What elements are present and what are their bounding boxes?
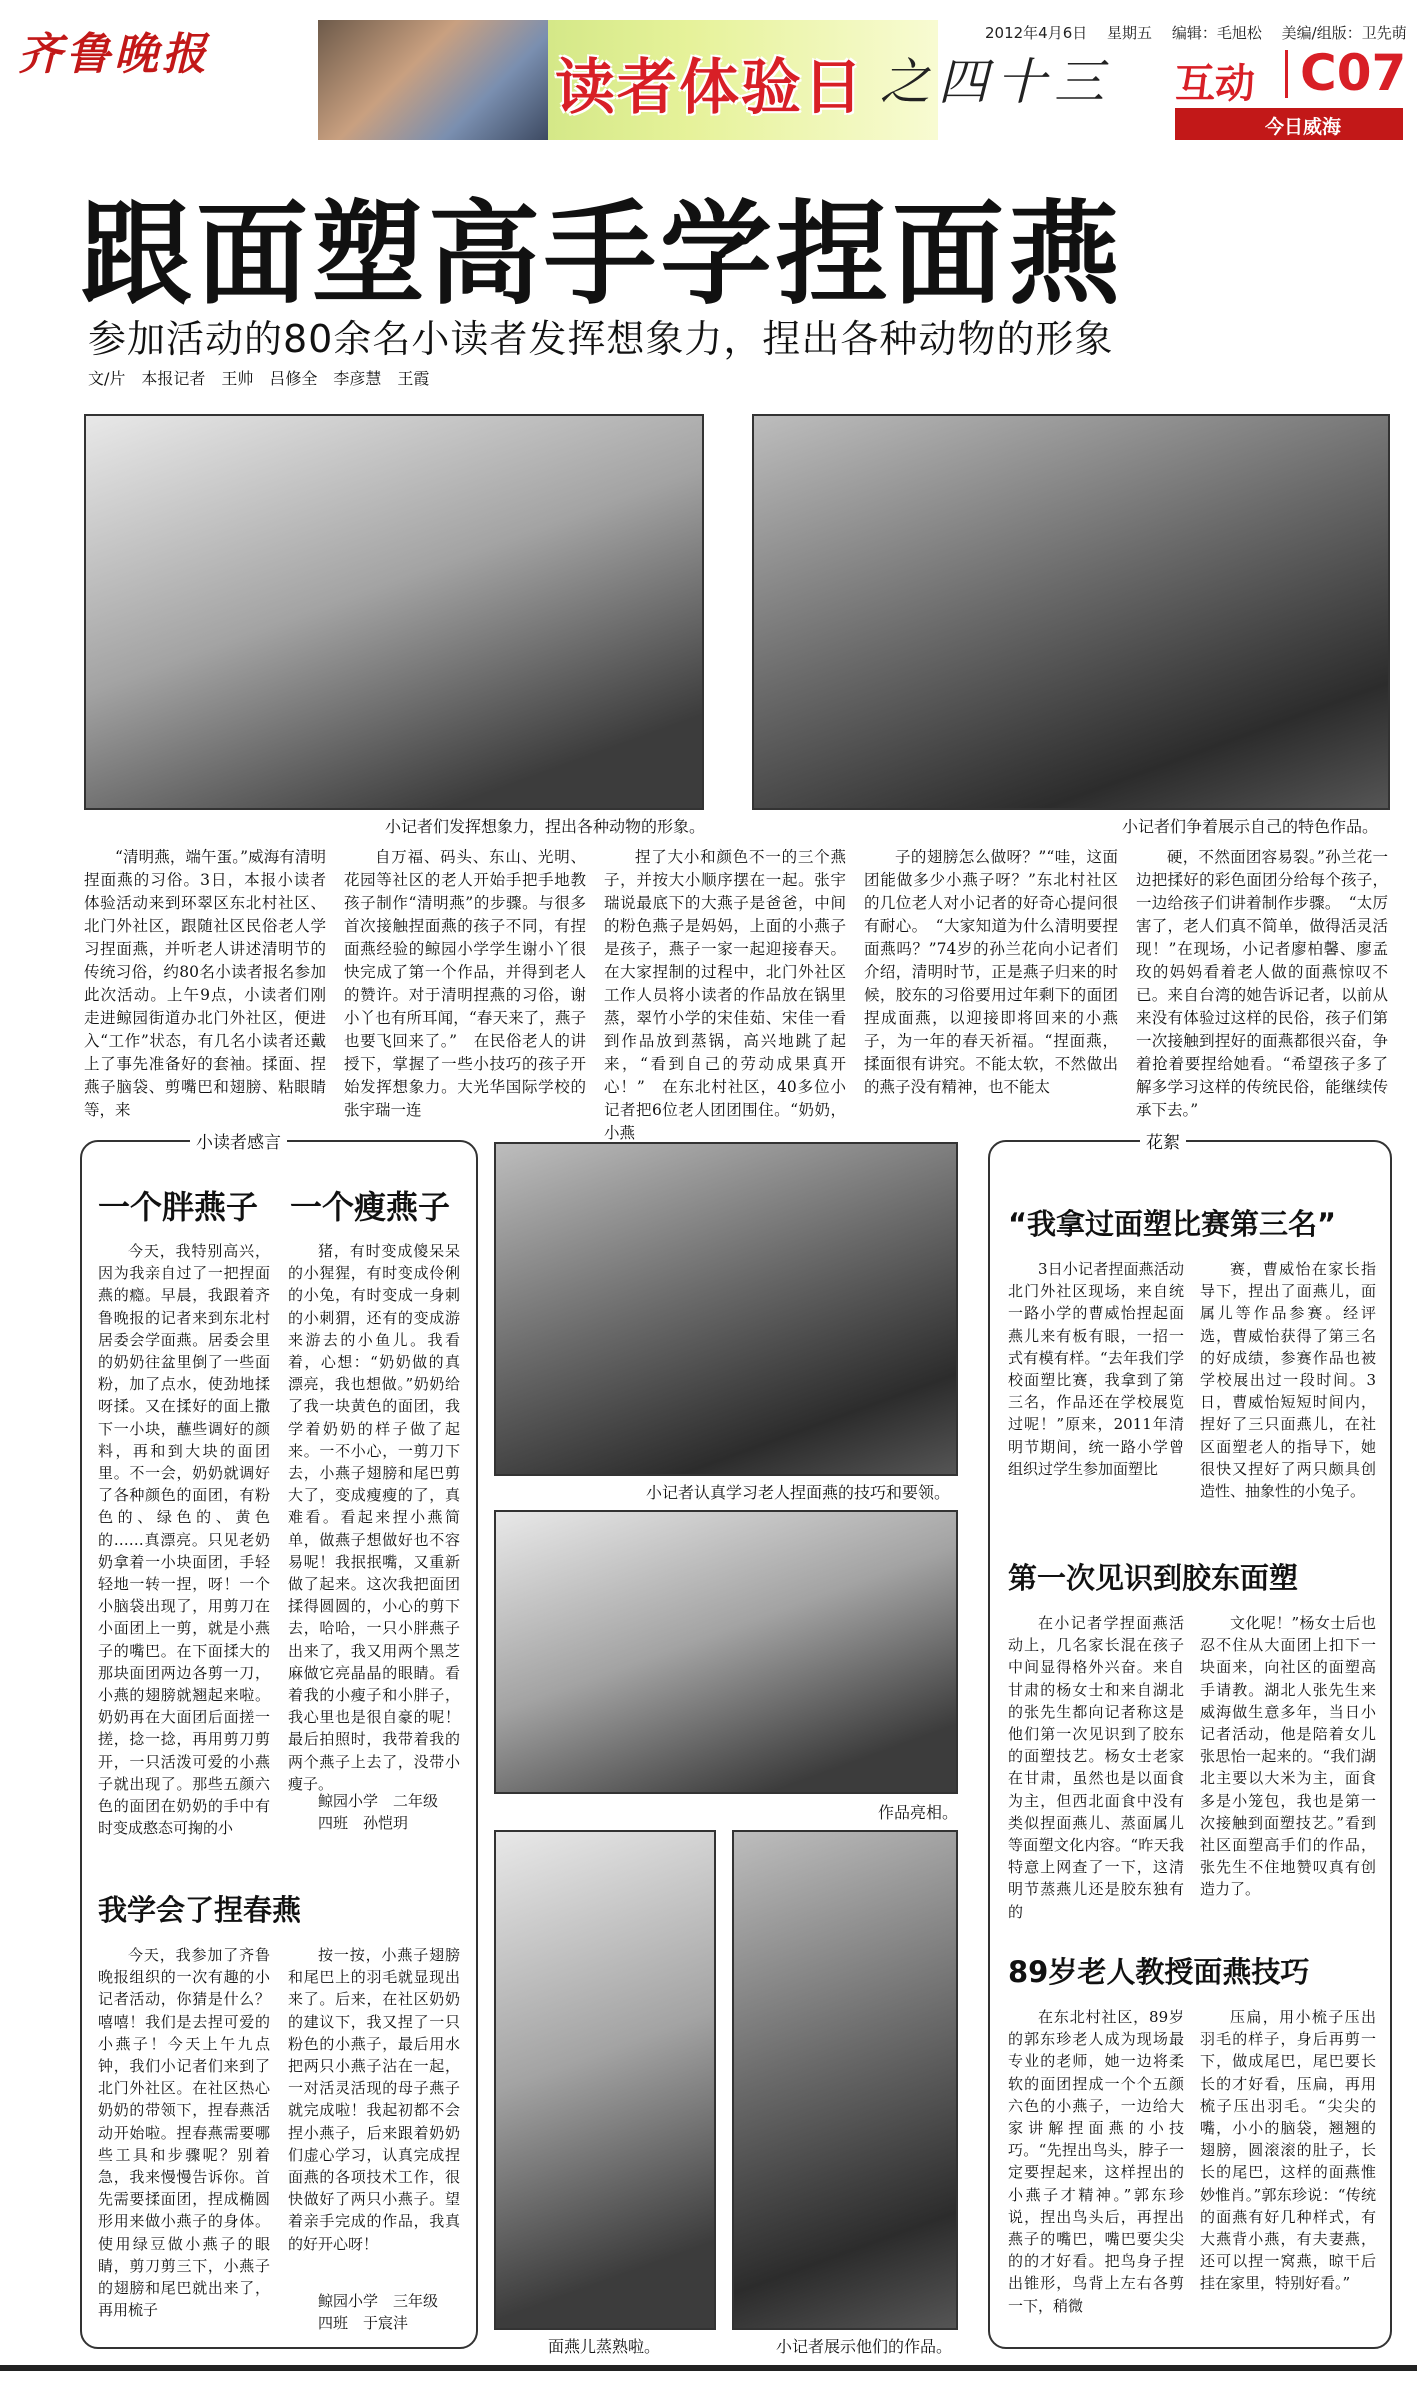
masthead: 齐鲁晚报 — [18, 29, 210, 80]
photo-caption: 小记者们发挥想象力，捏出各种动物的形象。 — [385, 817, 706, 836]
story-column: 3日小记者捏面燕活动北门外社区现场，来自统一路小学的曹威怡捏起面燕儿来有板有眼，一招一式有模有样。“去年我们学校面塑比赛，我拿到了第三名，作品还在学校展览过呢！”原来，2011年清明节期间，统一路小学曾组织过学生参加面塑比 — [1008, 1260, 1184, 1478]
readers-tag: 小读者感言 — [190, 1128, 287, 1153]
banner-issue-number: 之四十三 — [880, 53, 1112, 111]
photo-caption: 小记者展示他们的作品。 — [776, 2337, 953, 2356]
story-column: 压扁，用小梳子压出羽毛的样子，身后再剪一下，做成尾巴，尾巴要长长的才好看，压扁，再用梳子压出羽毛。“尖尖的嘴，小小的脑袋，翘翘的翅膀，圆滚滚的肚子，长长的尾巴，这样的面燕惟妙惟肖。”郭东珍说：“传统的面燕有好几种样式，有大燕背小燕，有夫妻燕，还可以捏一窝燕，晾干后挂在家里，特别好看。” — [1200, 2008, 1376, 2293]
story-title: 89岁老人教授面燕技巧 — [1008, 1955, 1310, 1989]
dateline — [985, 22, 1407, 43]
editor: 编辑：毛旭松 — [1171, 24, 1262, 42]
story-column: 在小记者学捏面燕活动上，几名家长混在孩子中间显得格外兴奋。来自甘肃的杨女士和来自湖北的张先生都向记者称这是他们第一次见识到了胶东的面塑技艺。杨女士老家在甘肃，虽然也是以面食为主，但西北面食中没有类似捏面燕儿、蒸面属儿等面塑文化内容。“昨天我特意上网查了一下，这清明节蒸燕儿还是胶东独有的 — [1008, 1614, 1184, 1921]
subheadline: 参加活动的80余名小读者发挥想象力，捏出各种动物的形象 — [88, 317, 1114, 361]
article-column: 捏了大小和颜色不一的三个燕子，并按大小顺序摆在一起。张宇瑞说最底下的大燕子是爸爸，中间的粉色燕子是妈妈，上面的小燕子是孩子，燕子一家一起迎接春天。在大家捏制的过程中，北门外社区工作人员将小读者的作品放在锅里蒸，翠竹小学的宋佳茹、宋佳一看到作品放到蒸锅，高兴地跳了起来，“看到自己的劳动成果真开心！” 在东北村社区，40多位小记者把6位老人团团围住。“奶奶，小燕 — [604, 848, 846, 1142]
story-column: 在东北村社区，89岁的郭东珍老人成为现场最专业的老师，她一边将柔软的面团捏成一个个五颜六色的小燕子，一边给大家讲解捏面燕的小技巧。“先捏出鸟头，脖子一定要捏起来，这样捏出的小燕子才精神。”郭东珍说，捏出鸟头后，再捏出燕子的嘴巴，嘴巴要尖尖的的才好看。把鸟身子捏出锥形，鸟背上左右各剪一下，稍微 — [1008, 2008, 1184, 2315]
photo-caption: 面燕儿蒸熟啦。 — [548, 2337, 661, 2356]
story-column: 赛，曹威怡在家长指导下，捏出了面燕儿，面属儿等作品参赛。经评选，曹威怡获得了第三名的好成绩，参赛作品也被学校展出过一段时间。3日，曹威怡短短时间内，捏好了三只面燕儿，在社区面塑老人的指导下，她很快又捏好了两只颇具创造性、抽象性的小兔子。 — [1200, 1260, 1376, 1501]
article-column: 子的翅膀怎么做呀？”“哇，这面团能做多少小燕子呀？”东北村社区的几位老人对小记者的好奇心提问很有耐心。 “大家知道为什么清明要捏面燕吗？”74岁的孙兰花向小记者们介绍，清明时节，正是燕子归来的时候，胶东的习俗要用过年剩下的面团捏成面燕，以迎接即将回来的小燕子，为一年的春天祈福。“捏面燕，揉面很有讲究。不能太软，不然做出的燕子没有精神，也不能太 — [864, 848, 1118, 1096]
article-column: “清明燕，端午蛋。”威海有清明捏面燕的习俗。3日，本报小读者体验活动来到环翠区东北村社区、北门外社区，跟随社区民俗老人学习捏面燕，并听老人讲述清明节的传统习俗，约80名小读者报名参加此次活动。上午9点，小读者们刚走进鲸园街道办北门外社区，便进入“工作”状态，有几名小读者还戴上了事先准备好的套袖。揉面、捏燕子脑袋、剪嘴巴和翅膀、粘眼睛等，来 — [84, 848, 326, 1119]
article-column: 自万福、码头、东山、光明、花园等社区的老人开始手把手地教孩子制作“清明燕”的步骤。与很多首次接触捏面燕的孩子不同，有捏面燕经验的鲸园小学学生谢小丫很快完成了第一个作品，并得到老人的赞许。对于清明捏燕的习俗，谢小丫也有所耳闻，“春天来了，燕子也要飞回来了。” 在民俗老人的讲授下，掌握了一些小技巧的孩子开始发挥想象力。大光华国际学校的张宇瑞一连 — [344, 848, 586, 1119]
weekday: 星期五 — [1107, 24, 1153, 42]
local-edition-label: 今日威海 — [1265, 116, 1342, 138]
story-title: 一个胖燕子 — [98, 1188, 259, 1226]
banner-title: 读者体验日 — [555, 53, 865, 123]
author-signature: 鲸园小学 三年级 四班 于宸沣 — [318, 2292, 439, 2332]
story-title: 我学会了捏春燕 — [98, 1893, 302, 1927]
page-number: C07 — [1300, 44, 1407, 102]
sidelights-tag: 花絮 — [1140, 1128, 1186, 1153]
photo-caption: 作品亮相。 — [878, 1803, 959, 1822]
section-label: 互动 — [1175, 61, 1255, 107]
photo-old-lady-teaching — [494, 1142, 958, 1476]
byline: 文/片 本报记者 王帅 吕修全 李彦慧 王霞 — [88, 369, 430, 388]
photo-caption: 小记者们争着展示自己的特色作品。 — [1122, 817, 1379, 836]
designer: 美编/组版：卫先萌 — [1281, 24, 1407, 42]
photo-children-group — [84, 414, 704, 810]
story-column: 今天，我参加了齐鲁晚报组织的一次有趣的小记者活动，你猜是什么？嘻嘻！我们是去捏可爱的小燕子！今天上午九点钟，我们小记者们来到了北门外社区。在社区热心奶奶的带领下，捏春燕活动开始啦。捏春燕需要哪些工具和步骤呢？别着急，我来慢慢告诉你。首先需要揉面团，捏成椭圆形用来做小燕子的身体。使用绿豆做小燕子的眼睛，剪刀剪三下，小燕子的翅膀和尾巴就出来了，再用梳子 — [98, 1946, 270, 2320]
story-title: 一个瘦燕子 — [290, 1188, 451, 1226]
author-signature: 鲸园小学 二年级 四班 孙恺玥 — [318, 1792, 439, 1832]
bottom-rule — [0, 2365, 1417, 2371]
story-column: 猪，有时变成傻呆呆的小猩猩，有时变成伶俐的小兔，有时变成一身刺的小刺猬，还有的变成游来游去的小鱼儿。我看着，心想：“奶奶做的真漂亮，我也想做。”奶奶给了我一块黄色的面团，我学着奶奶的样子做了起来。一不小心，一剪刀下去，小燕子翅膀和尾巴剪大了，变成瘦瘦的了，真难看。看起来捏小燕简单，做燕子想做好也不容易呢！我抿抿嘴，又重新做了起来。这次我把面团揉得圆圆的，小心的剪下去，哈哈，一只小胖燕子出来了，我又用两个黑芝麻做它亮晶晶的眼睛。看着我的小瘦子和小胖子，我心里也是很自豪的呢！最后拍照时，我带着我的两个燕子上去了，没带小瘦子。 — [288, 1242, 460, 1793]
photo-caption: 小记者认真学习老人捏面燕的技巧和要领。 — [646, 1483, 951, 1502]
article-column: 硬，不然面团容易裂。”孙兰花一边把揉好的彩色面团分给每个孩子，一边给孩子们讲着制作步骤。 “太厉害了，老人们真不简单，做得活灵活现！”在现场，小记者廖柏馨、廖孟玫的妈妈看着老人做的面燕惊叹不已。来自台湾的她告诉记者，以前从来没有体验过这样的民俗，孩子们第一次接触到捏好的面燕都很兴奋，争着抢着要捏给她看。“希望孩子多了解多学习这样的传统民俗，能继续传承下去。” — [1136, 848, 1388, 1119]
story-column: 今天，我特别高兴，因为我亲自过了一把捏面燕的瘾。早晨，我跟着齐鲁晚报的记者来到东北村居委会学面燕。居委会里的奶奶往盆里倒了一些面粉，加了点水，使劲地揉呀揉。又在揉好的面上撒下一小块，蘸些调好的颜料，再和到大块的面团里。不一会，奶奶就调好了各种颜色的面团，有粉色的、绿色的、黄色的……真漂亮。只见老奶奶拿着一小块面团，手轻轻地一转一捏，呀！一个小脑袋出现了，用剪刀在小面团上一剪，就是小燕子的嘴巴。在下面揉大的那块面团两边各剪一刀，小燕的翅膀就翘起来啦。奶奶再在大面团后面搓一搓，捻一捻，再用剪刀剪开，一只活泼可爱的小燕子就出现了。那些五颜六色的面团在奶奶的手中有时变成憨态可掬的小 — [98, 1242, 270, 1838]
section-divider — [1285, 50, 1288, 98]
photo-steamed-buns — [494, 1830, 716, 2330]
story-column: 文化呢！”杨女士后也忍不住从大面团上扣下一块面来，向社区的面塑高手请教。湖北人张先生来威海做生意多年，当日小记者活动，他是陪着女儿张思怡一起来的。“我们湖北主要以大米为主，面食多是小笼包，我也是第一次接触到面塑技艺。”看到社区面塑高手们的作品，张先生不住地赞叹真有创造力了。 — [1200, 1614, 1376, 1899]
story-title: “我拿过面塑比赛第三名” — [1008, 1207, 1337, 1241]
story-column: 按一按，小燕子翅膀和尾巴上的羽毛就显现出来了。后来，在社区奶奶的建议下，我又捏了一只粉色的小燕子，最后用水把两只小燕子沾在一起，一对活灵活现的母子燕子就完成啦！我起初都不会捏小燕子，后来跟着奶奶们虚心学习，认真完成捏面燕的各项技术工作，很快做好了两只小燕子。望着亲手完成的作品，我真的好开心呀！ — [288, 1946, 460, 2253]
photo-works — [494, 1510, 958, 1794]
photo-girl-showing — [732, 1830, 958, 2330]
headline: 跟面塑高手学捏面燕 — [80, 190, 1124, 320]
photo-children-showing — [752, 414, 1390, 810]
story-title: 第一次见识到胶东面塑 — [1008, 1561, 1299, 1595]
date: 2012年4月6日 — [985, 24, 1088, 42]
banner-photo — [318, 20, 548, 140]
